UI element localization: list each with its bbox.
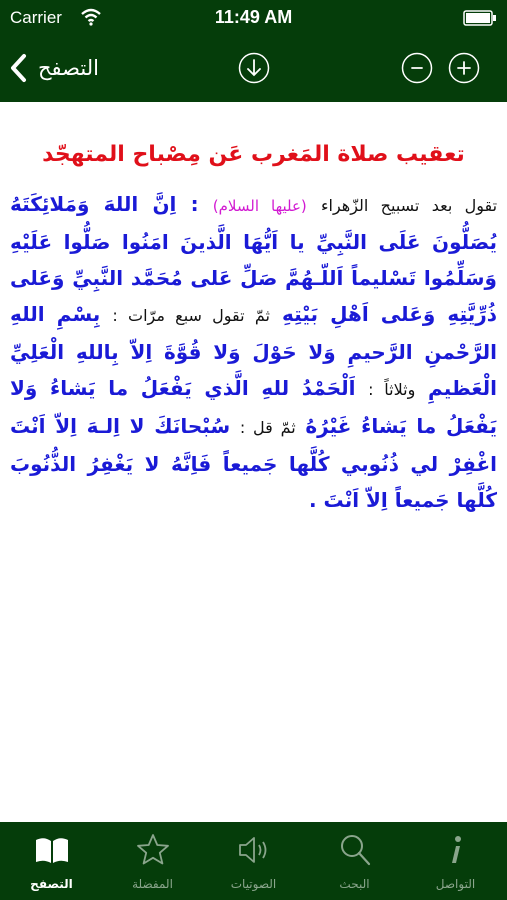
tab-label: المفضلة: [132, 877, 173, 891]
verse-1: : اِنَّ اللهَ وَمَلائِكَتَهُ يُصَلُّونَ عَلَى النَّبِيِّ يا اَيُّهَا الَّذينَ امَنُوا صَلُّوا عَلَيْهِ وَسَلِّمُوا تَسْليماً اَللّـهُمَّ صَلِّ عَلى مُحَمَّد النَّبِيِّ وَعَلى ذُرِّيَّتِهِ وَعَلى اَهْلِ بَيْتِهِ: [10, 192, 497, 326]
star-icon: [135, 832, 171, 868]
tab-label: البحث: [339, 877, 370, 891]
download-button[interactable]: [238, 52, 270, 84]
battery-icon: [463, 10, 497, 26]
status-bar: [0, 0, 507, 36]
back-label: التصفح: [38, 56, 99, 80]
three-times-note: وثلاثاً :: [368, 380, 416, 399]
tab-label: التواصل: [435, 877, 476, 891]
header: [0, 0, 507, 102]
verse-4: سُبْحانَكَ لا اِلـهَ اِلاّ اَنْتَ اغْفِرْ لي ذُنُوبي كُلَّها جَميعاً فَاِنَّهُ لا يَغْفِرُ الذُّنُوبَ كُلَّها جَميعاً اِلاّ اَنْتَ .: [10, 414, 497, 512]
tab-bar: [0, 822, 507, 900]
tab-browse[interactable]: [1, 822, 102, 900]
info-icon: [438, 832, 474, 868]
verse-3: اَلْحَمْدُ للهِ الَّذي يَفْعَلُ ما يَشاءُ وَلا يَفْعَلُ ما يَشاءُ غَيْرُهُ: [10, 376, 498, 438]
tab-label: الصوتيات: [230, 877, 277, 891]
carrier-label: Carrier: [10, 8, 62, 27]
tab-favorites[interactable]: [102, 822, 203, 900]
clock: 11:49 AM: [214, 7, 293, 27]
then-say-note: ثمّ قل :: [239, 418, 296, 437]
search-icon: [337, 832, 373, 868]
zoom-in-button[interactable]: [448, 52, 480, 84]
book-icon: [34, 832, 70, 868]
alayha-note: (عليها السلام): [212, 197, 307, 215]
supplication-text: [10, 186, 497, 518]
zoom-out-button[interactable]: [401, 52, 433, 84]
nav-bar: [0, 36, 507, 102]
seven-times-note: ثمّ تقول سبع مرّات :: [112, 306, 270, 325]
page-title: تعقيب صلاة المَغرب عَن مِصْباح المتهجّد: [42, 142, 465, 167]
reading-pane: [0, 102, 507, 822]
speaker-icon: [236, 832, 272, 868]
tab-contact[interactable]: [405, 822, 506, 900]
tab-label: التصفح: [30, 877, 73, 891]
verse-2: بِسْمِ اللهِ الرَّحْمنِ الرَّحيمِ وَلا حَوْلَ وَلا قُوَّةَ اِلاّ بِاللهِ الْعَلِيِّ الْعَظيمِ: [10, 302, 498, 400]
tab-audio[interactable]: [203, 822, 304, 900]
back-button[interactable]: [8, 50, 99, 86]
tab-search[interactable]: [304, 822, 405, 900]
intro-text: تقول بعد تسبيح الزّهراء: [320, 196, 498, 215]
chevron-left-icon: [8, 53, 30, 83]
